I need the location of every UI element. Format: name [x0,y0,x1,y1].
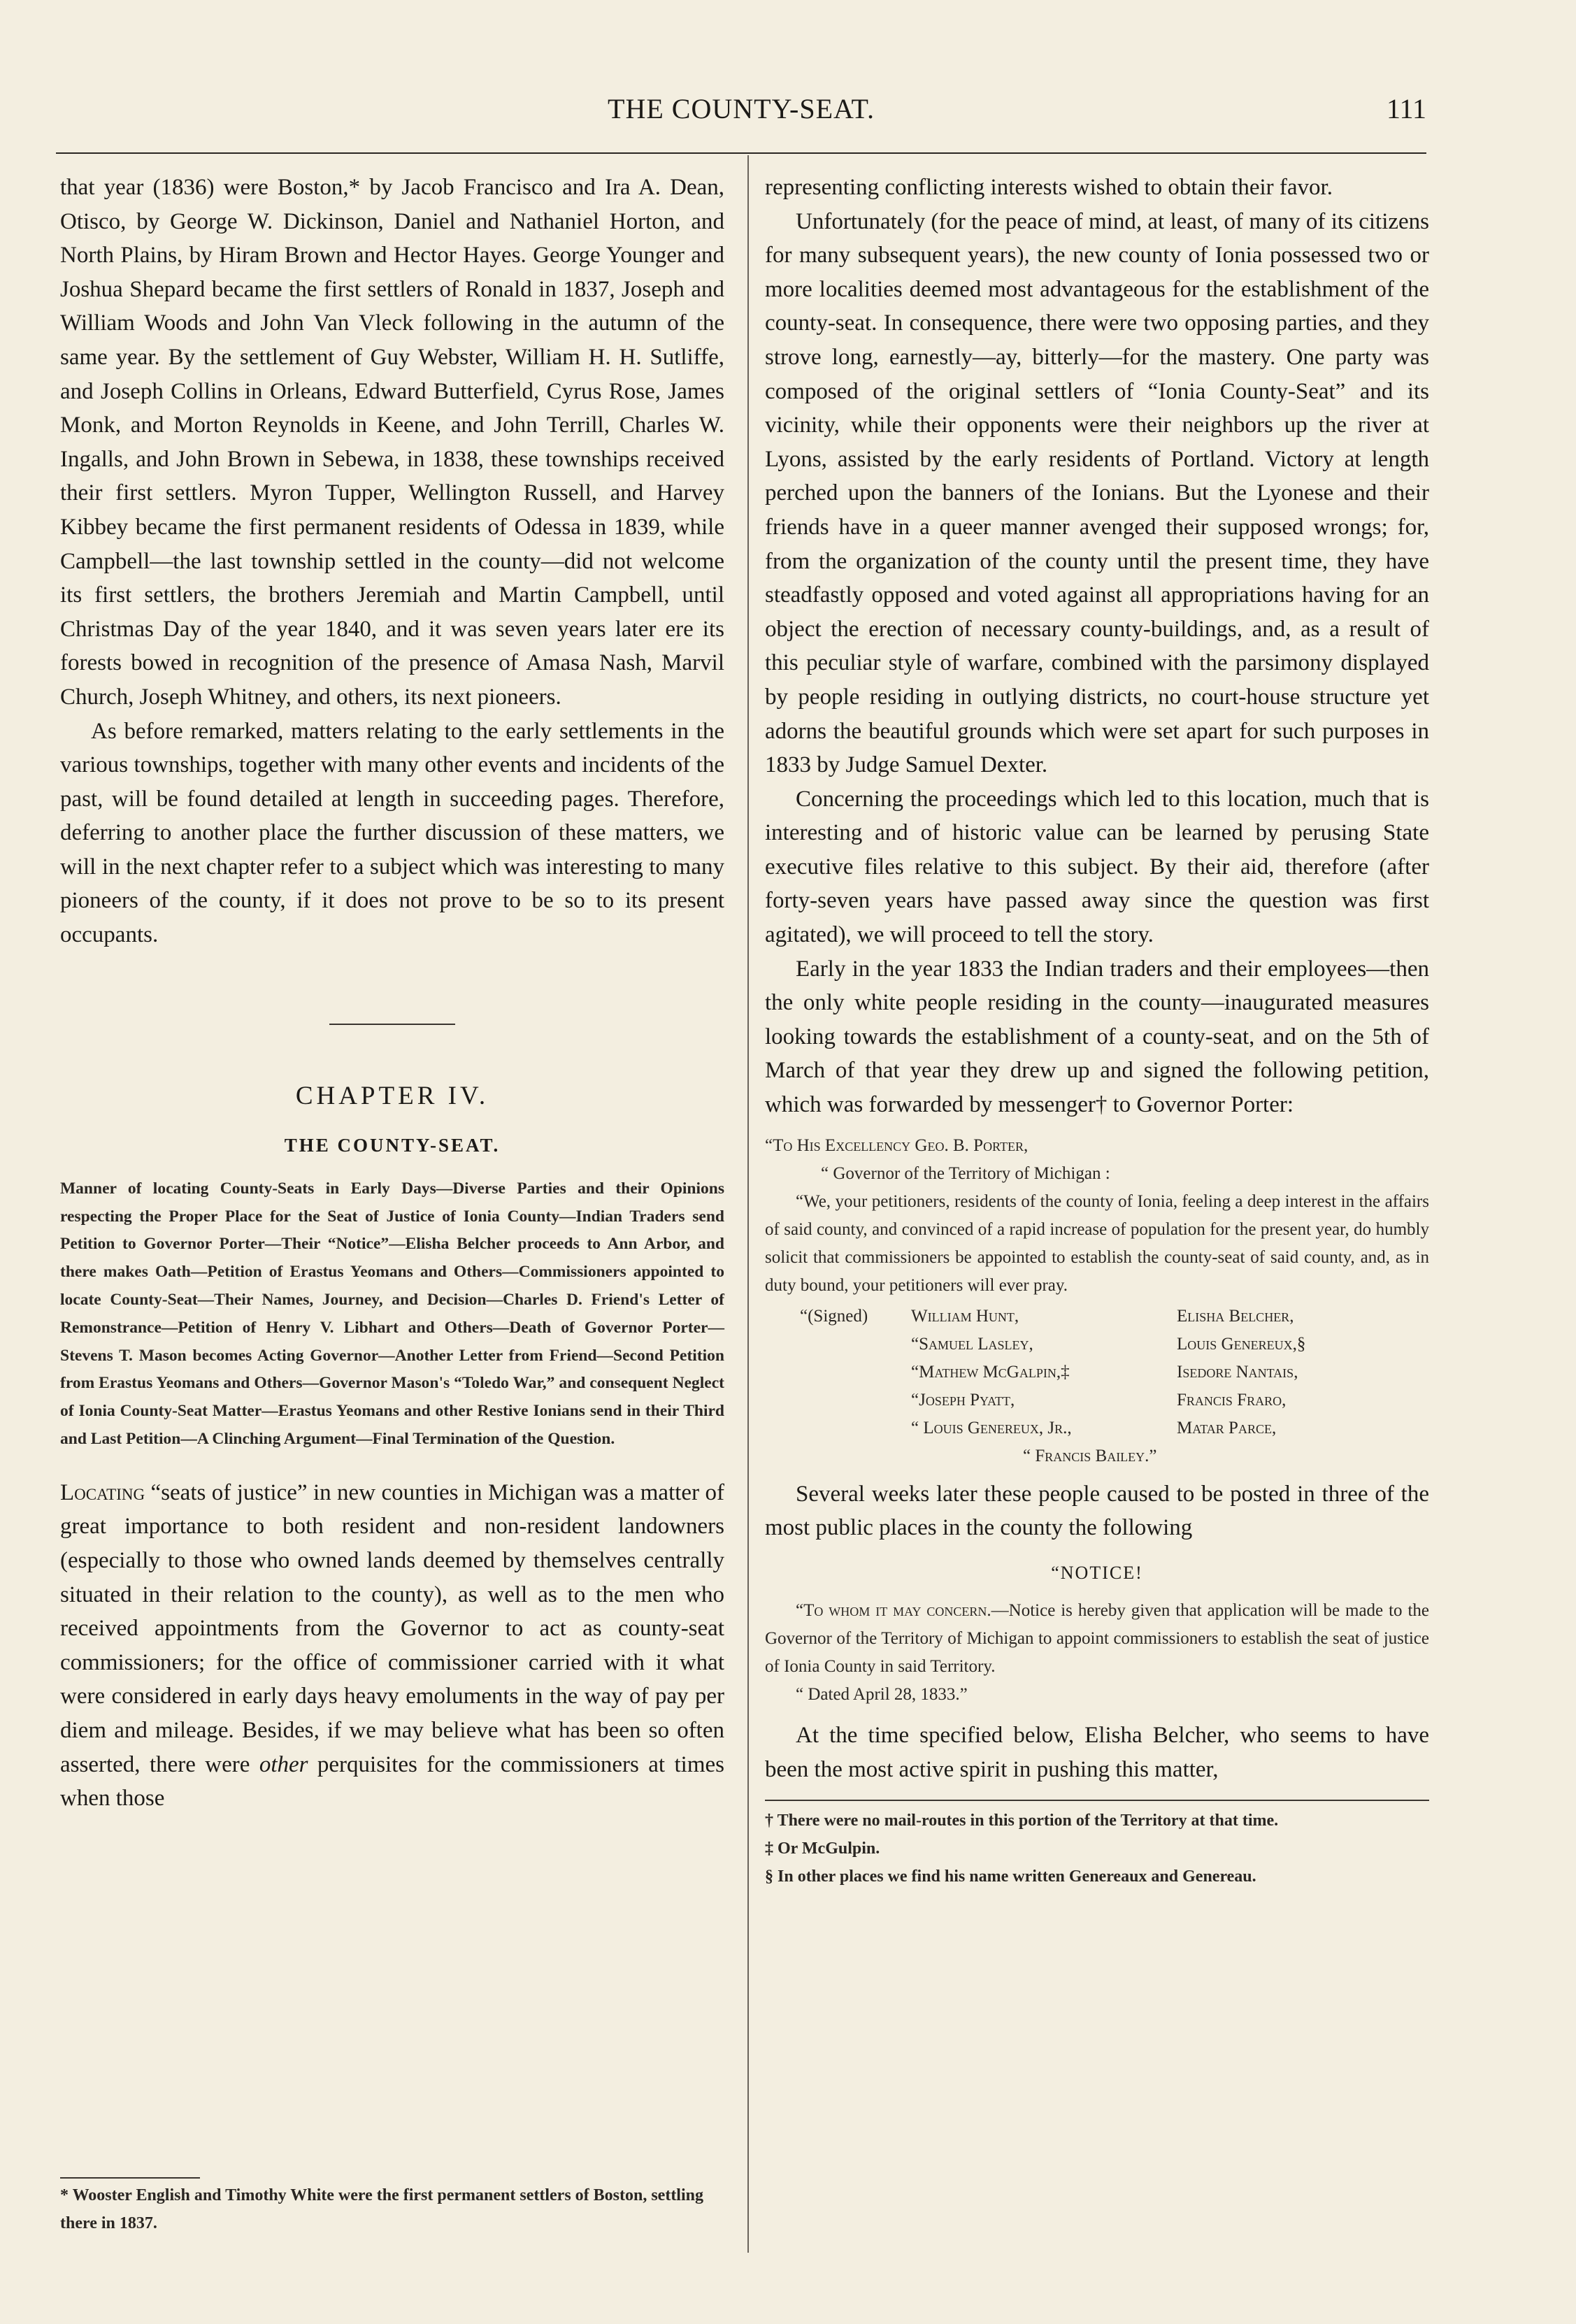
column-divider [747,155,749,2253]
signature: Elisha Belcher, [1177,1306,1294,1326]
locating-lead: Locating [60,1479,145,1505]
continuation-paragraph: representing conflicting interests wished to obtain their favor. [765,175,1333,200]
footnotes [765,1807,1429,1891]
second-paragraph: As before remarked, matters relating to the early settlements in the various townships, together with many other events and incidents of the past, will be found detailed at length in succeeding pages. Therefore, deferring to another place the further discussion of these matters, we will in the next chapter refer to a subject which was interesting to many pioneers of the county, if it does not prove to be so to its present occupants. [60,718,724,948]
running-header [56,89,1426,131]
signature: “ Louis Genereux, Jr., [911,1418,1072,1437]
concerning-paragraph: Concerning the proceedings which led to this location, much that is interesting and of historic value can be learned by perusing State executive files relative to this subject. By their aid, therefore (after forty-seven years have passed away since the question was first agitated), we will proceed to tell the story. [765,786,1429,948]
early-paragraph: Early in the year 1833 the Indian traders and their employees—then the only white people residing in the county—inaugurated measures looking towards the establishment of a county-seat, and on the 5th of March of that year they drew up and signed the following petition, which was forwarded by messenger† to Governor Porter: [765,956,1429,1118]
locating-emphasis: other [259,1751,308,1777]
signature: William Hunt, [911,1306,1019,1326]
intro-paragraph: that year (1836) were Boston,* by Jacob Francisco and Ira A. Dean, Otisco, by George W. Dickinson, Daniel and Nathaniel Horton, and North Plains, by Hiram Brown and Hector Hayes. George Younger and Joshua Shepard became the first settlers of Ronald in 1837, Joseph and William Woods and John Van Vleck following in the autumn of the same year. By the settlement of Guy Webster, William H. H. Sutliffe, and Joseph Collins in Orleans, Edward Butterfield, Cyrus Rose, James Monk, and Morton Reynolds in Keene, and John Terrill, Charles W. Ingalls, and John Brown in Sebewa, in 1838, these townships received their first settlers. Myron Tupper, Wellington Russell, and Harvey Kibbey became the first permanent residents of Odessa in 1839, while Campbell—the last township settled in the county—did not welcome its first settlers, the brothers Jeremiah and Martin Campbell, until Christmas Day of the year 1840, and it was seven years later ere its forests bowed in recognition of the presence of Amasa Nash, Marvil Church, Joseph Whitney, and others, its next pioneers. [60,175,724,710]
signature: Isedore Nantais, [1177,1362,1298,1382]
right-column [765,171,1429,1891]
notice-title: “NOTICE! [1051,1562,1143,1583]
signed-label: “(Signed) [800,1306,868,1326]
signature: Francis Fraro, [1177,1390,1287,1410]
petition [765,1132,1429,1300]
running-title: THE COUNTY-SEAT. [608,93,875,124]
footnote-double-dagger: ‡ Or McGulpin. [765,1839,880,1858]
chapter-synopsis: Manner of locating County-Seats in Early Days—Diverse Parties and their Opinions respecting the Proper Place for the Seat of Justice of Ionia County—Indian Traders send Petition to Governor Porter—Their “Notice”—Elisha Belcher proceeds to Ann Arbor, and there makes Oath—Petition of Erastus Yeomans and Others—Commissioners appointed to locate County-Seat—Their Names, Journey, and Decision—Charles D. Friend's Letter of Remonstrance—Petition of Henry V. Libhart and Others—Death of Governor Porter—Stevens T. Mason becomes Acting Governor—Another Letter from Friend—Second Petition from Erastus Yeomans and Others—Governor Mason's “Toledo War,” and consequent Neglect of Ionia County-Seat Matter—Erastus Yeomans and other Restive Ionians send in their Third and Last Petition—A Clinching Argument—Final Termination of the Question. [60,1179,724,1449]
footnote-section: § In other places we find his name written Genereaux and Genereau. [765,1867,1256,1886]
signature-last: “ Francis Bailey.” [1023,1446,1157,1465]
at-time-paragraph: At the time specified below, Elisha Belcher, who seems to have been the most active spirit in pushing this matter, [765,1723,1429,1782]
header-rule [56,152,1426,154]
locating-paragraph [60,1476,724,1816]
signature: Matar Parce, [1177,1418,1277,1437]
several-paragraph: Several weeks later these people caused to be posted in three of the most public places in the county the following [765,1481,1429,1541]
signature: “Mathew McGalpin,‡ [911,1362,1070,1382]
notice-lead: “To whom it may concern. [796,1601,991,1621]
signature: “Samuel Lasley, [911,1334,1033,1354]
footnote-dagger: † There were no mail-routes in this portion of the Territory at that time. [765,1811,1279,1830]
chapter-heading: CHAPTER IV. [295,1081,489,1110]
signature: “Joseph Pyatt, [911,1390,1015,1410]
signature: Louis Genereux,§ [1177,1334,1306,1354]
notice-text: —Notice is hereby given that application will be made to the Governor of the Territory of Michigan to appoint commissioners to establish the seat of justice of Ionia County in said Territory. [765,1601,1429,1677]
chapter-title: THE COUNTY-SEAT. [284,1135,501,1156]
locating-tail: perquisites for the commissioners at times when those [60,1751,724,1812]
petition-addressee: “To His Excellency Geo. B. Porter, [765,1135,1029,1155]
petition-body: “We, your petitioners, residents of the county of Ionia, feeling a deep interest in the affairs of said county, and convinced of a rapid increase of population for the present year, do humbly solicit that commissioners be appointed to establish the county-seat of said county, and, as in duty bound, your petitioners will ever pray. [765,1191,1429,1295]
unfortunately-paragraph: Unfortunately (for the peace of mind, at least, of many of its citizens for many subsequent years), the new county of Ionia possessed two or more localities deemed most advantageous for the establishment of the county-seat. In consequence, there were two opposing parties, and they strove long, earnestly—ay, bitterly—for the mastery. One party was composed of the original settlers of “Ionia County-Seat” and its vicinity, while their opponents were their neighbors up the river at Lyons, assisted by the early residents of Portland. Victory at length perched upon the banners of the Ionians. But the Lyonese and their friends have in a queer manner avenged their supposed wrongs; for, from the organization of the county until the present time, they have steadfastly opposed and voted against all appropriations having for an object the erection of necessary county-buildings, and, as a result of this peculiar style of warfare, combined with the parsimony displayed by people residing in outlying districts, no court-house structure yet adorns the beautiful grounds which were set apart for such purposes in 1833 by Judge Samuel Dexter. [765,208,1429,778]
notice-date: “ Dated April 28, 1833.” [796,1685,968,1705]
footnote-rule-right [765,1800,1429,1801]
footnote-boston: * Wooster English and Timothy White were the first permanent settlers of Boston, settling there in 1837. [60,2186,703,2232]
page-number: 111 [1386,93,1426,124]
notice-body [765,1597,1429,1681]
left-column [60,171,724,1816]
signatures [765,1303,1429,1470]
section-separator [329,1024,455,1025]
petition-office: “ Governor of the Territory of Michigan : [821,1163,1110,1183]
locating-text: “seats of justice” in new counties in Michigan was a matter of great importance to both resident and non-resident landowners (especially to those who owned lands deemed by themselves centrally situated in their relation to the county), as well as to the men who received appointments from the Governor to act as county-seat commissioners; for the office of commissioner carried with it what were considered in early days heavy emoluments in the way of pay per diem and mileage. Besides, if we may believe what has been so often asserted, there were [60,1479,724,1777]
footnote-rule [60,2177,200,2179]
